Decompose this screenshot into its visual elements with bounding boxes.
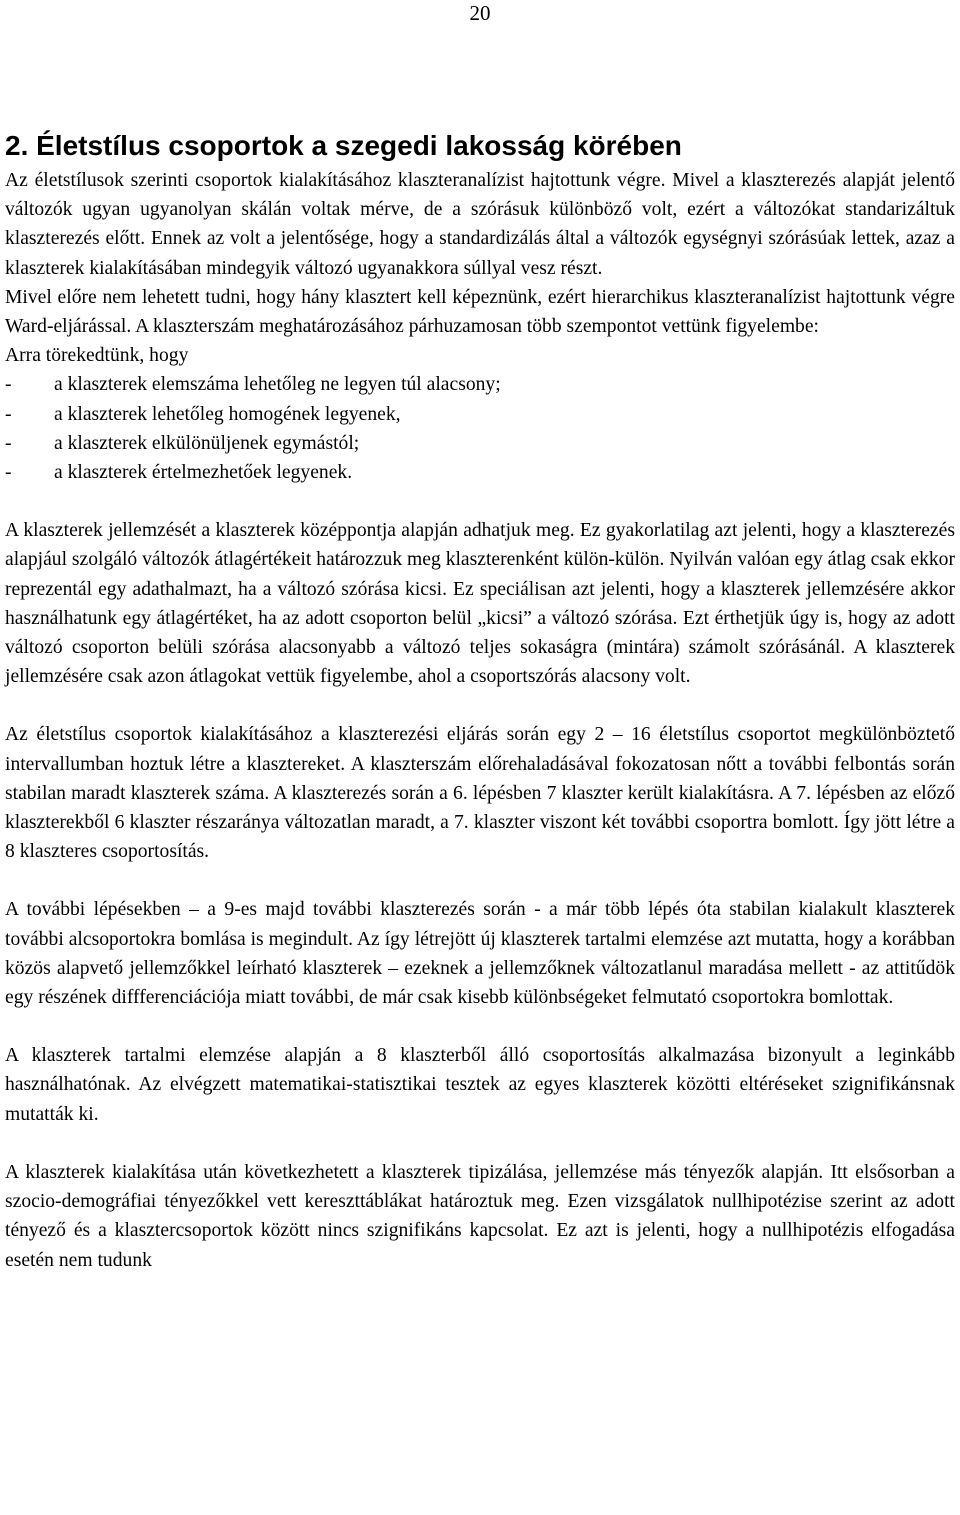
paragraph-1: Az életstílusok szerinti csoportok kialakításához klaszteranalízist hajtottunk végre. Mivel a klaszterezés alapját jelentő változók ugyan ugyanolyan skálán voltak mérve, de a szórásuk különböző volt, ezért a változókat standarizáltuk klaszterezés előtt. Ennek az volt a jelentősége, hogy a standardizálás által a változók egységnyi szórásúak lettek, azaz a klaszterek kialakításában mindegyik változó ugyanakkora súllyal vesz részt. <box>5 170 955 279</box>
list-dash: - <box>5 432 12 454</box>
paragraph-2: Mivel előre nem lehetett tudni, hogy hány klasztert kell képeznünk, ezért hierarchikus klaszteranalízist hajtottunk végre Ward-eljárással. A klaszterszám meghatározásához párhuzamosan több szempontot vettünk figyelembe: <box>5 286 955 338</box>
list-item <box>5 429 955 458</box>
page-content <box>5 128 955 1275</box>
list-item-text: a klaszterek lehetőleg homogének legyenek, <box>54 403 401 425</box>
paragraph-7: A klaszterek kialakítása után következhetett a klaszterek tipizálása, jellemzése más tényezők alapján. Itt elsősorban a szocio-demográfiai tényezőkkel vett kereszttáblákat határoztuk meg. Ezen vizsgálatok nullhipotézise szerint az adott tényező és a klasztercsoportok között nincs szignifikáns kapcsolat. Ez azt is jelenti, hogy a nullhipotézis elfogadása esetén nem tudunk <box>5 1161 955 1271</box>
list-item-text: a klaszterek elemszáma lehetőleg ne legyen túl alacsony; <box>54 374 501 396</box>
list-item-text: a klaszterek elkülönüljenek egymástól; <box>54 432 360 454</box>
list-item <box>5 370 955 399</box>
list-item-text: a klaszterek értelmezhetőek legyenek. <box>54 462 353 484</box>
list-dash: - <box>5 403 12 425</box>
paragraph-3: A klaszterek jellemzését a klaszterek középpontja alapján adhatjuk meg. Ez gyakorlatilag azt jelenti, hogy a klaszterezés alapjául szolgáló változók átlagértékeit határozzuk meg klaszterenként külön-külön. Nyilván valóan egy átlag csak ekkor reprezentál egy adathalmazt, ha a változó szórása kicsi. Ez speciálisan azt jelenti, hogy a klaszterek jellemzésére akkor használhatunk egy átlagértéket, ha az adott csoporton belül „kicsi” a változó szórása. Ezt érthetjük úgy is, hogy az adott változó csoporton belüli szórása alacsonyabb a változó teljes sokaságra (mintára) számolt szórásánál. A klaszterek jellemzésére csak azon átlagokat vettük figyelembe, ahol a csoportszórás alacsony volt. <box>5 520 955 688</box>
page-number: 20 <box>469 1 491 25</box>
list-item <box>5 400 955 429</box>
criteria-list <box>5 370 955 487</box>
paragraph-5: A további lépésekben – a 9-es majd további klaszterezés során - a már több lépés óta stabilan kialakult klaszterek további alcsoportokra bomlása is megindult. Az így létrejött új klaszterek tartalmi elemzése azt mutatta, hogy a korábban közös alapvető jellemzőkkel leírható klaszterek – ezeknek a jellemzőknek változatlanul maradása mellett - az attitűdök egy részének diffferenciációja miatt további, de már csak kisebb különbségeket felmutató csoportokra bomlottak. <box>5 899 955 1009</box>
list-dash: - <box>5 374 12 396</box>
list-item <box>5 458 955 487</box>
list-intro: Arra törekedtünk, hogy <box>5 345 189 367</box>
paragraph-4: Az életstílus csoportok kialakításához a klaszterezési eljárás során egy 2 – 16 életstílus csoportot megkülönböztető intervallumban hoztuk létre a klasztereket. A klaszterszám előrehaladásával fokozatosan nőtt a további felbontás során stabilan maradt klaszterek száma. A klaszterezés során a 6. lépésben 7 klaszter került kialakításra. A 7. lépésben az előző klaszterekből 6 klaszter részaránya változatlan maradt, a 7. klaszter viszont két további csoportra bomlott. Így jött létre a 8 klaszteres csoportosítás. <box>5 724 955 863</box>
paragraph-6: A klaszterek tartalmi elemzése alapján a 8 klaszterből álló csoportosítás alkalmazása bizonyult a leginkább használhatónak. Az elvégzett matematikai-statisztikai tesztek az egyes klaszterek közötti eltéréseket szignifikánsnak mutatták ki. <box>5 1045 955 1125</box>
section-heading: 2. Életstílus csoportok a szegedi lakosság körében <box>5 130 682 161</box>
list-dash: - <box>5 462 12 484</box>
